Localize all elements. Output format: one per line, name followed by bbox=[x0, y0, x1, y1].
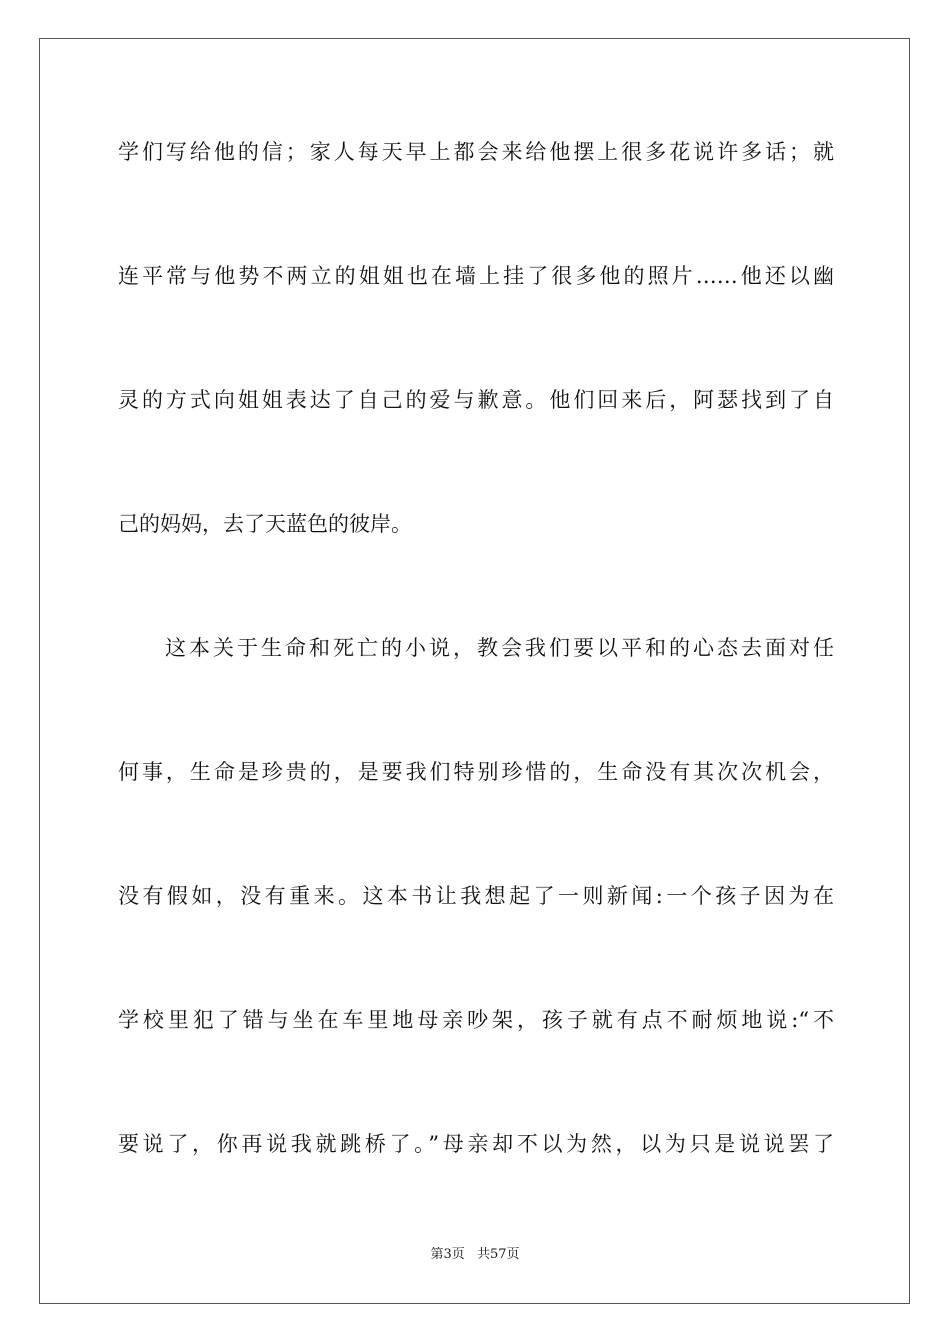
body-line-7: 没有假如，没有重来。这本书让我想起了一则新闻:一个孩子因为在 bbox=[118, 884, 834, 908]
page-number: 第3页 bbox=[430, 1247, 465, 1262]
body-line-3: 灵的方式向姐姐表达了自己的爱与歉意。他们回来后，阿瑟找到了自 bbox=[118, 388, 834, 412]
page-total: 共57页 bbox=[476, 1247, 520, 1262]
body-line-2: 连平常与他势不两立的姐姐也在墙上挂了很多他的照片……他还以幽 bbox=[118, 264, 834, 288]
page-footer bbox=[0, 1243, 950, 1262]
body-line-9: 要说了，你再说我就跳桥了。”母亲却不以为然，以为只是说说罢了 bbox=[118, 1132, 834, 1156]
body-line-4: 己的妈妈，去了天蓝色的彼岸。 bbox=[118, 512, 412, 536]
page-frame bbox=[39, 38, 910, 1304]
body-line-8: 学校里犯了错与坐在车里地母亲吵架，孩子就有点不耐烦地说:“不 bbox=[118, 1008, 834, 1032]
body-line-6: 何事，生命是珍贵的，是要我们特别珍惜的，生命没有其次次机会， bbox=[118, 760, 834, 784]
body-line-1: 学们写给他的信；家人每天早上都会来给他摆上很多花说许多话；就 bbox=[118, 140, 834, 164]
body-line-5: 这本关于生命和死亡的小说，教会我们要以平和的心态去面对任 bbox=[165, 636, 834, 660]
